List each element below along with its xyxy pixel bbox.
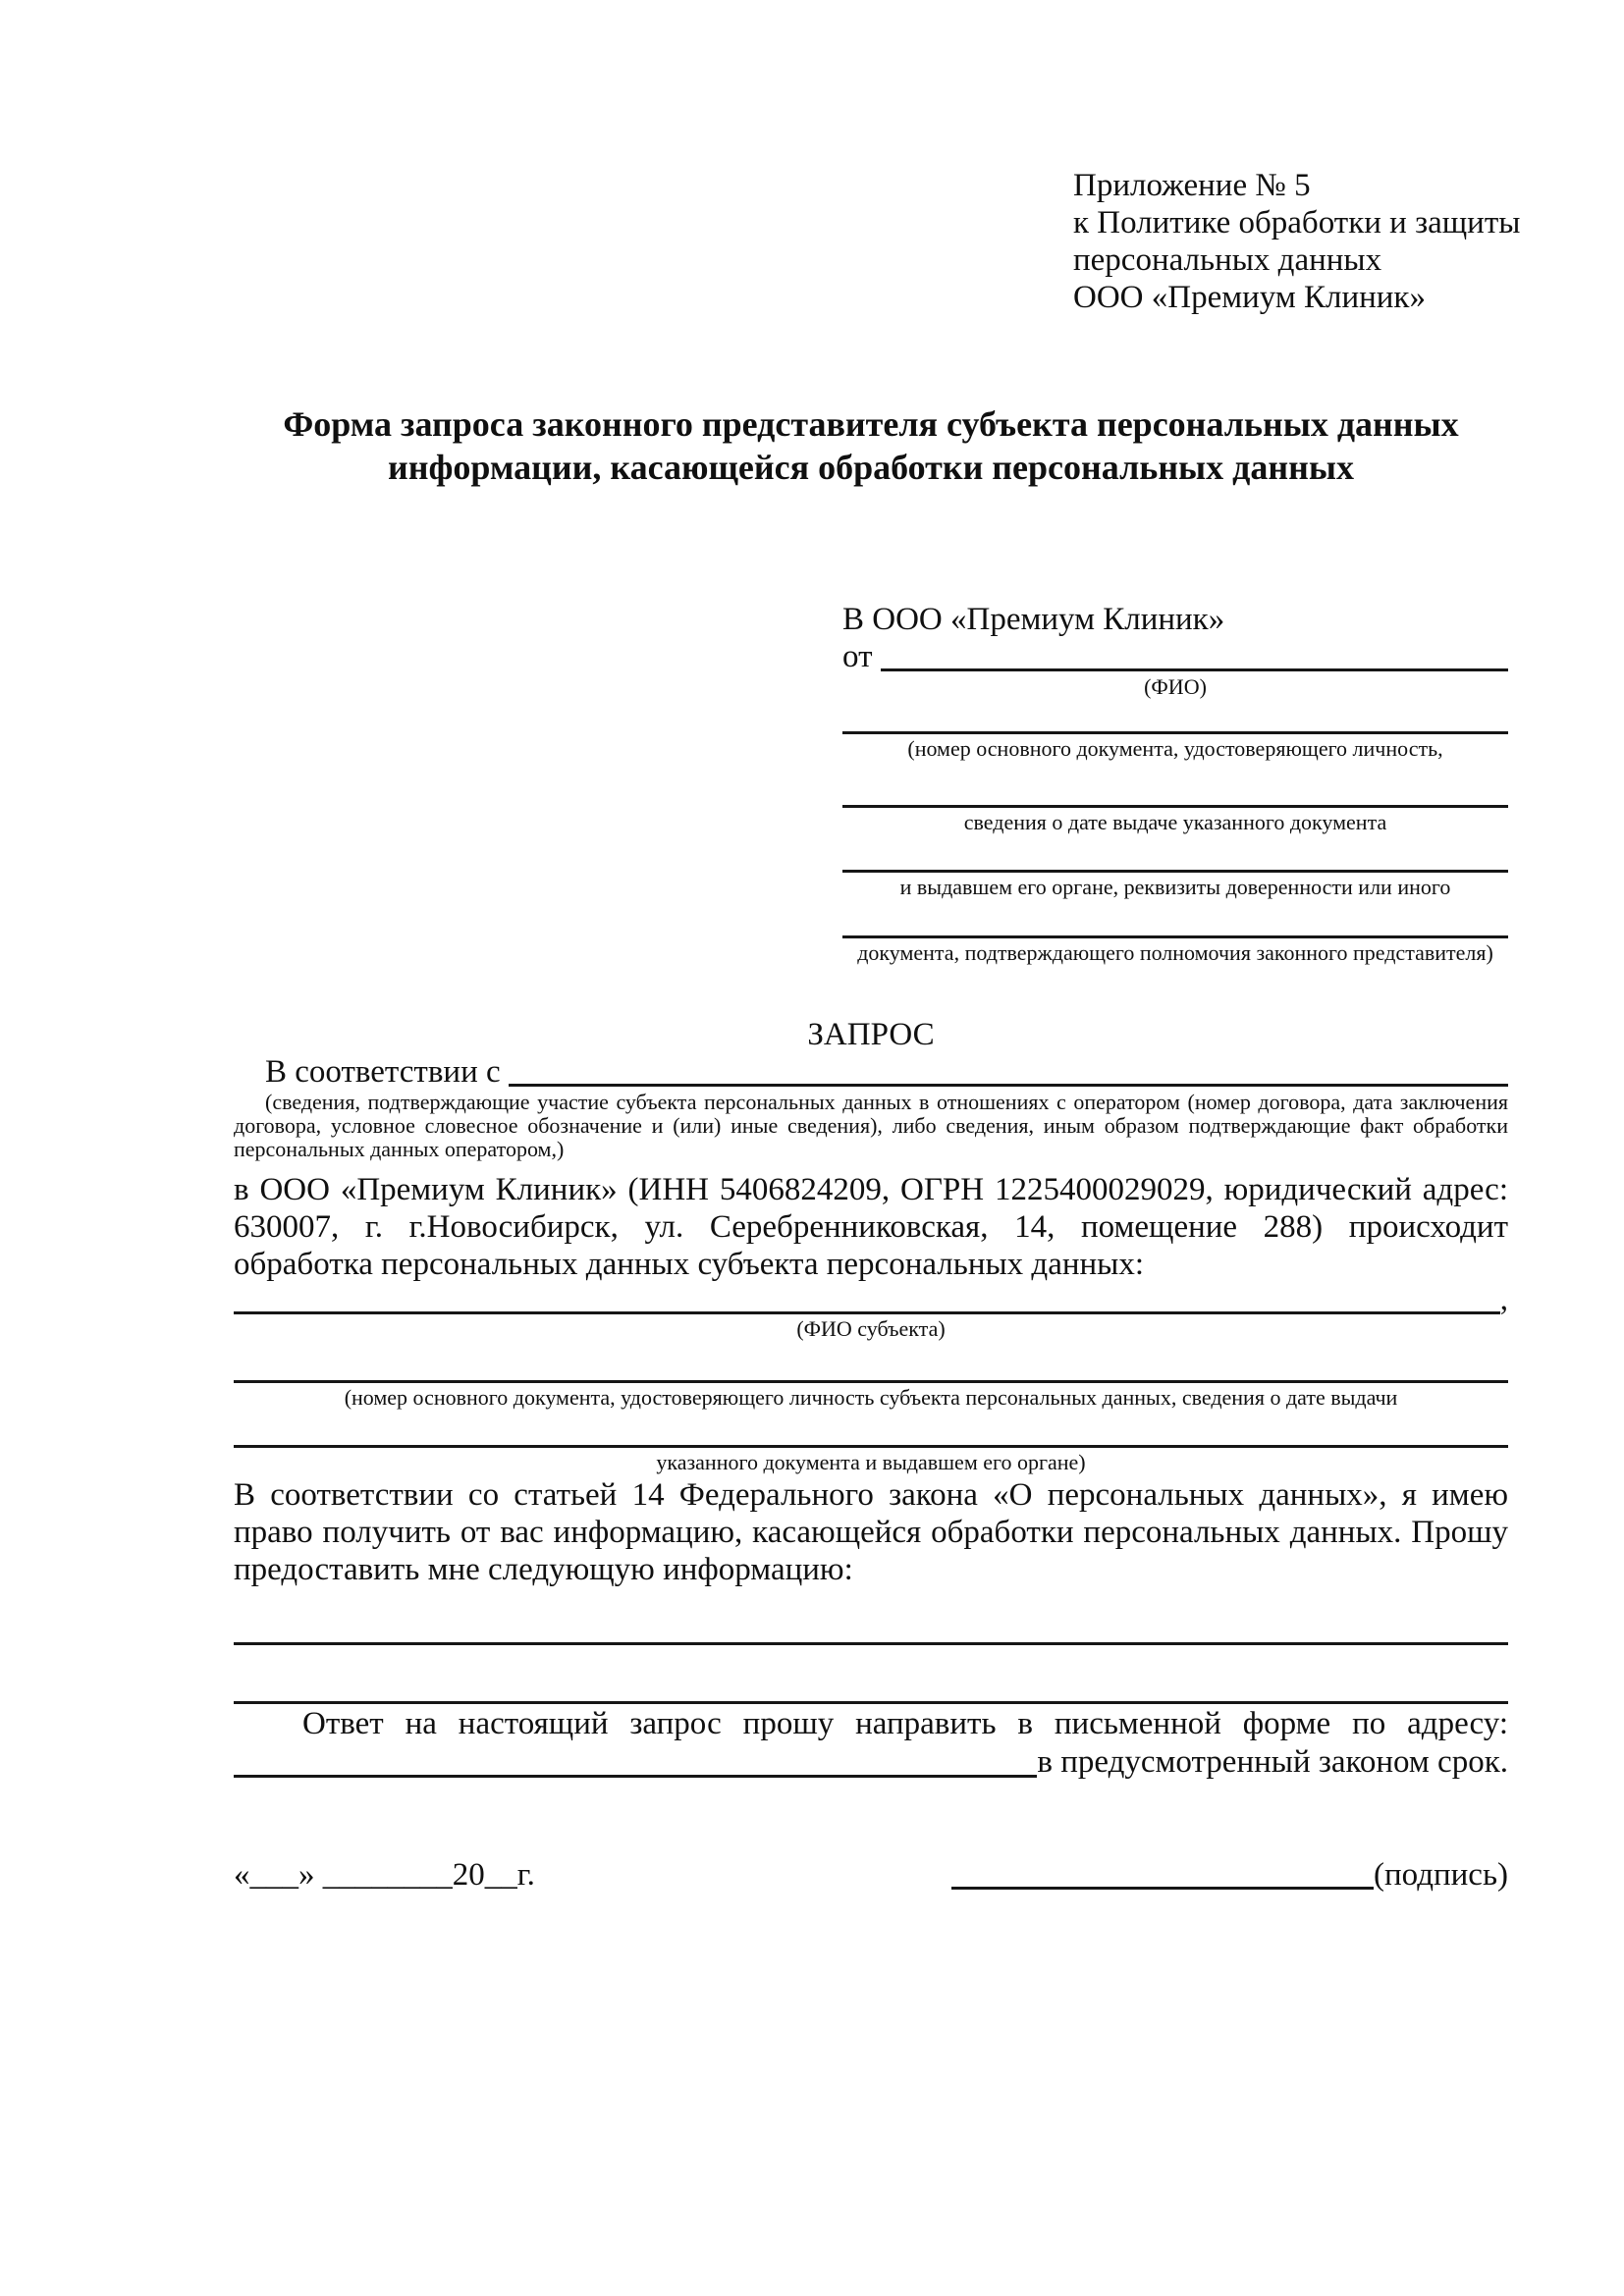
document-content bbox=[0, 167, 1624, 1894]
addressee-to: В ООО «Премиум Клиник» bbox=[842, 602, 1225, 637]
information-blank-line1 bbox=[234, 1588, 1508, 1645]
fio-caption: (ФИО) bbox=[1144, 674, 1207, 699]
operator-paragraph: в ООО «Премиум Клиник» (ИНН 5406824209, ОГРН 1225400029029, юридический адрес: 630007, г. г.Новосибирск, ул. Серебренниковская, 14, помещение 288) происходит обработка персональных данных субъекта персональных данных: bbox=[234, 1172, 1508, 1282]
appendix-line: ООО «Премиум Клиник» bbox=[1073, 280, 1426, 315]
subject-document-caption: (номер основного документа, удостоверяющего личность субъекта персональных данных, сведения о дате выдачи bbox=[344, 1385, 1398, 1410]
subject-fio-row bbox=[234, 1282, 1508, 1317]
issue-date-blank-line bbox=[842, 761, 1508, 808]
signature-group bbox=[951, 1856, 1508, 1894]
addressee-block bbox=[842, 601, 1508, 965]
response-address-blank-line bbox=[234, 1743, 1037, 1778]
from-label: от bbox=[842, 639, 873, 674]
authority-document-caption: документа, подтверждающего полномочия законного представителя) bbox=[857, 940, 1493, 965]
document-title-line2: информации, касающейся обработки персональных данных bbox=[388, 448, 1354, 487]
subject-document-blank-line2 bbox=[234, 1410, 1508, 1448]
date-signature-row bbox=[234, 1856, 1508, 1894]
from-row bbox=[842, 638, 1508, 675]
law-paragraph: В соответствии со статьей 14 Федерального закона «О персональных данных», я имею право получить от вас информацию, касающейся обработки персональных данных. Прошу предоставить мне следующую информацию: bbox=[234, 1477, 1508, 1587]
document-number-blank-line bbox=[842, 699, 1508, 734]
signature-caption: (подпись) bbox=[1374, 1857, 1508, 1893]
accordance-blank-line bbox=[509, 1053, 1508, 1087]
accordance-label: В соответствии с bbox=[265, 1054, 501, 1090]
appendix-line: Приложение № 5 bbox=[1073, 168, 1311, 203]
authority-document-blank-line bbox=[842, 899, 1508, 938]
appendix-line: к Политике обработки и защиты bbox=[1073, 205, 1521, 240]
subject-document-blank-line bbox=[234, 1341, 1508, 1383]
issuing-authority-blank-line bbox=[842, 834, 1508, 873]
appendix-line: персональных данных bbox=[1073, 242, 1382, 278]
issuing-authority-caption: и выдавшем его органе, реквизиты доверенности или иного bbox=[899, 875, 1451, 899]
subject-fio-caption: (ФИО субъекта) bbox=[796, 1316, 946, 1341]
document-number-caption: (номер основного документа, удостоверяющего личность, bbox=[907, 736, 1443, 761]
subject-document-caption2: указанного документа и выдавшем его органе) bbox=[656, 1450, 1086, 1474]
response-request-line: Ответ на настоящий запрос прошу направить в письменной форме по адресу: bbox=[302, 1706, 1508, 1741]
signature-blank-line bbox=[951, 1856, 1374, 1890]
trailing-comma: , bbox=[1499, 1282, 1508, 1317]
response-term-text: в предусмотренный законом срок. bbox=[1037, 1744, 1508, 1780]
accordance-caption: (сведения, подтверждающие участие субъекта персональных данных в отношениях с оператором (номер договора, дата заключения договора, условное словесное обозначение и (или) иные сведения), либо сведения, иным образом подтверждающие факт обработки персональных данных оператором,) bbox=[234, 1090, 1508, 1161]
information-blank-line2 bbox=[234, 1645, 1508, 1704]
document-title bbox=[234, 402, 1508, 489]
subject-fio-blank-line bbox=[234, 1311, 1500, 1314]
accordance-row bbox=[234, 1053, 1508, 1091]
appendix-block bbox=[1073, 167, 1521, 316]
document-title-line1: Форма запроса законного представителя субъекта персональных данных bbox=[283, 404, 1459, 444]
response-address-row bbox=[234, 1743, 1508, 1782]
issue-date-caption: сведения о дате выдаче указанного документа bbox=[963, 810, 1387, 834]
date-blank-text: «___» ________20__г. bbox=[234, 1857, 535, 1893]
request-heading: ЗАПРОС bbox=[807, 1017, 935, 1052]
fio-blank-line bbox=[881, 638, 1509, 671]
